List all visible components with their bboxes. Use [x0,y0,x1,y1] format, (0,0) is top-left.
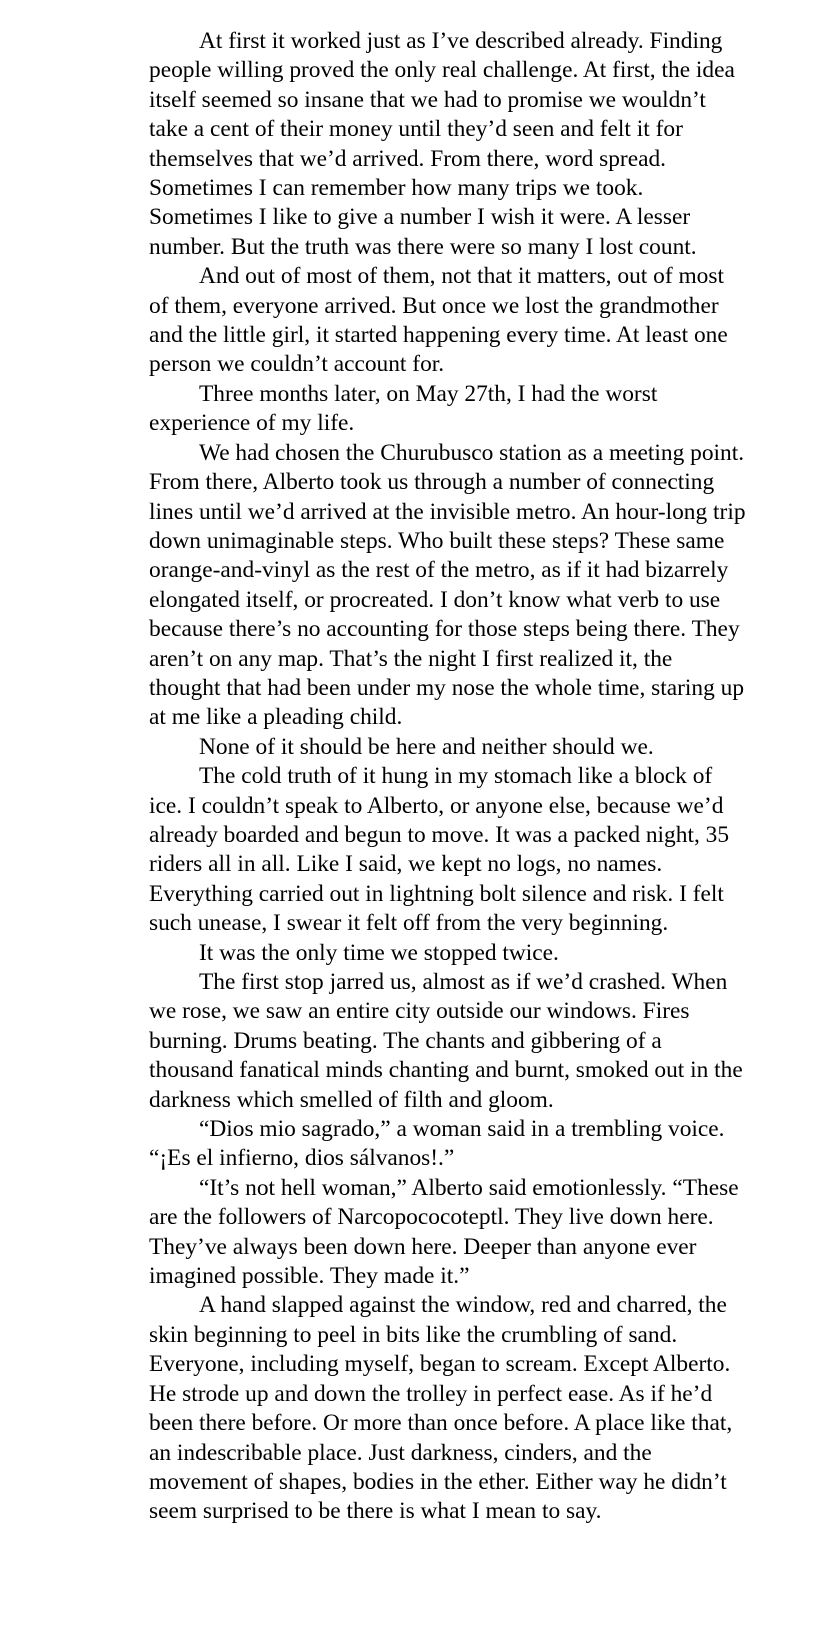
paragraph-7: It was the only time we stopped twice. [199,939,559,966]
document-page [149,27,749,1527]
paragraph-3: Three months later, on May 27th, I had the worst experience of my life. [149,380,658,437]
paragraph-6: The cold truth of it hung in my stomach like a block of ice. I couldn’t speak to Alberto, or anyone else, because we’d already boarded and begun to move. It was a packed night, 35 riders all in all. Like I said, we kept no logs, no names. Everything carried out in lightning bolt silence and risk. I felt such unease, I swear it felt off from the very beginning. [149,763,730,937]
paragraph-1: At first it worked just as I’ve described already. Finding people willing proved the only real challenge. At first, the idea itself seemed so insane that we had to promise we wouldn’t take a cent of their money until they’d seen and felt it for themselves that we’d arrived. From there, word spread. Sometimes I can remember how many trips we took. Sometimes I like to give a number I wish it were. A lesser number. But the truth was there were so many I lost count. [149,28,735,260]
paragraph-8: The first stop jarred us, almost as if we’d crashed. When we rose, we saw an entire city outside our windows. Fires burning. Drums beating. The chants and gibbering of a thousand fanatical minds chanting and burnt, smoked out in the darkness which smelled of filth and gloom. [149,969,743,1113]
paragraph-9: “Dios mio sagrado,” a woman said in a trembling voice. “¡Es el infierno, dios sálvanos!.” [149,1116,725,1172]
paragraph-5: None of it should be here and neither should we. [199,733,654,760]
paragraph-10: “It’s not hell woman,” Alberto said emotionlessly. “These are the followers of Narcopococoteptl. They live down here. They’ve always been down here. Deeper than anyone ever imagined possible. They made it.” [149,1174,739,1290]
paragraph-2: And out of most of them, not that it matters, out of most of them, everyone arrived. But once we lost the grandmother and the little girl, it started happening every time. At least one person we couldn’t account for. [149,263,728,378]
paragraph-4: We had chosen the Churubusco station as a meeting point. From there, Alberto took us through a number of connecting lines until we’d arrived at the invisible metro. An hour-long trip down unimaginable steps. Who built these steps? These same orange-and-vinyl as the rest of the metro, as if it had bizarrely elongated itself, or procreated. I don’t know what verb to use because there’s no accounting for those steps being there. They aren’t on any map. That’s the night I first realized it, the thought that had been under my nose the whole time, staring up at me like a pleading child. [149,439,746,731]
paragraph-11: A hand slapped against the window, red and charred, the skin beginning to peel in bits like the crumbling of sand. Everyone, including myself, began to scream. Except Alberto. He strode up and down the trolley in perfect ease. As if he’d been there before. Or more than once before. A place like that, an indescribable place. Just darkness, cinders, and the movement of shapes, bodies in the ether. Either way he didn’t seem surprised to be there is what I mean to say. [149,1292,733,1525]
